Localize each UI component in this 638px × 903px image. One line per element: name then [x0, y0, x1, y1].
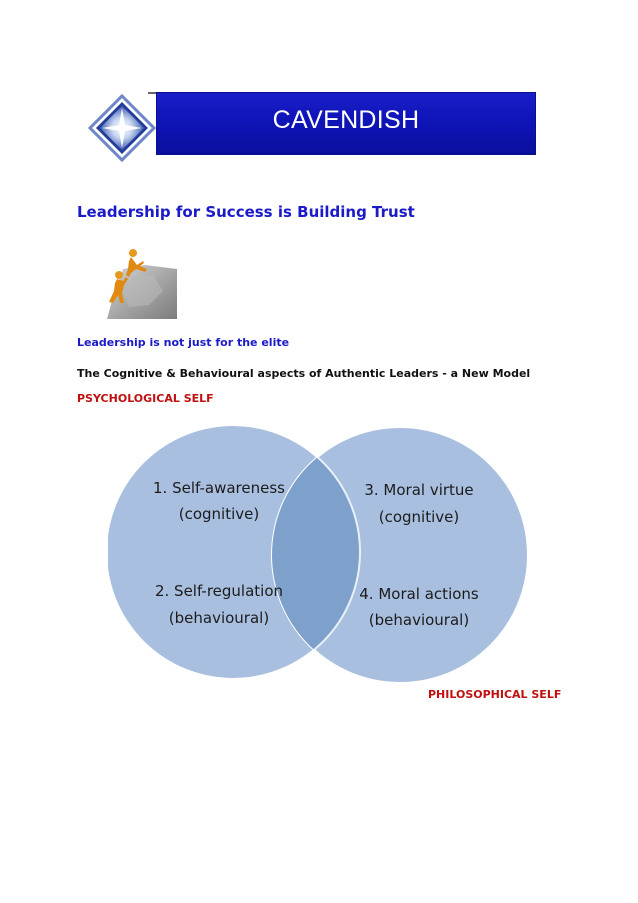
- logo-star-icon: [86, 92, 158, 164]
- brand-banner: [156, 92, 536, 155]
- venn-item-1-type: (cognitive): [178, 505, 260, 523]
- subheading: Leadership is not just for the elite: [77, 336, 290, 349]
- model-title: The Cognitive & Behavioural aspects of Authentic Leaders - a New Model: [77, 367, 531, 380]
- venn-item-4-type: (behavioural): [368, 611, 470, 629]
- venn-item-2-type: (behavioural): [168, 609, 270, 627]
- philosophical-self-label: PHILOSOPHICAL SELF: [428, 688, 562, 701]
- page-title: Leadership for Success is Building Trust: [77, 203, 415, 221]
- psychological-self-label: PSYCHOLOGICAL SELF: [77, 392, 214, 405]
- venn-item-3-type: (cognitive): [378, 508, 460, 526]
- venn-item-4: 4. Moral actions: [359, 585, 479, 603]
- climbing-figures-illustration: [93, 247, 177, 319]
- venn-diagram: [108, 424, 530, 686]
- brand-title: CAVENDISH: [272, 106, 420, 134]
- venn-item-2: 2. Self-regulation: [154, 582, 284, 600]
- venn-item-1: 1. Self-awareness: [153, 479, 285, 497]
- venn-item-3: 3. Moral virtue: [364, 481, 474, 499]
